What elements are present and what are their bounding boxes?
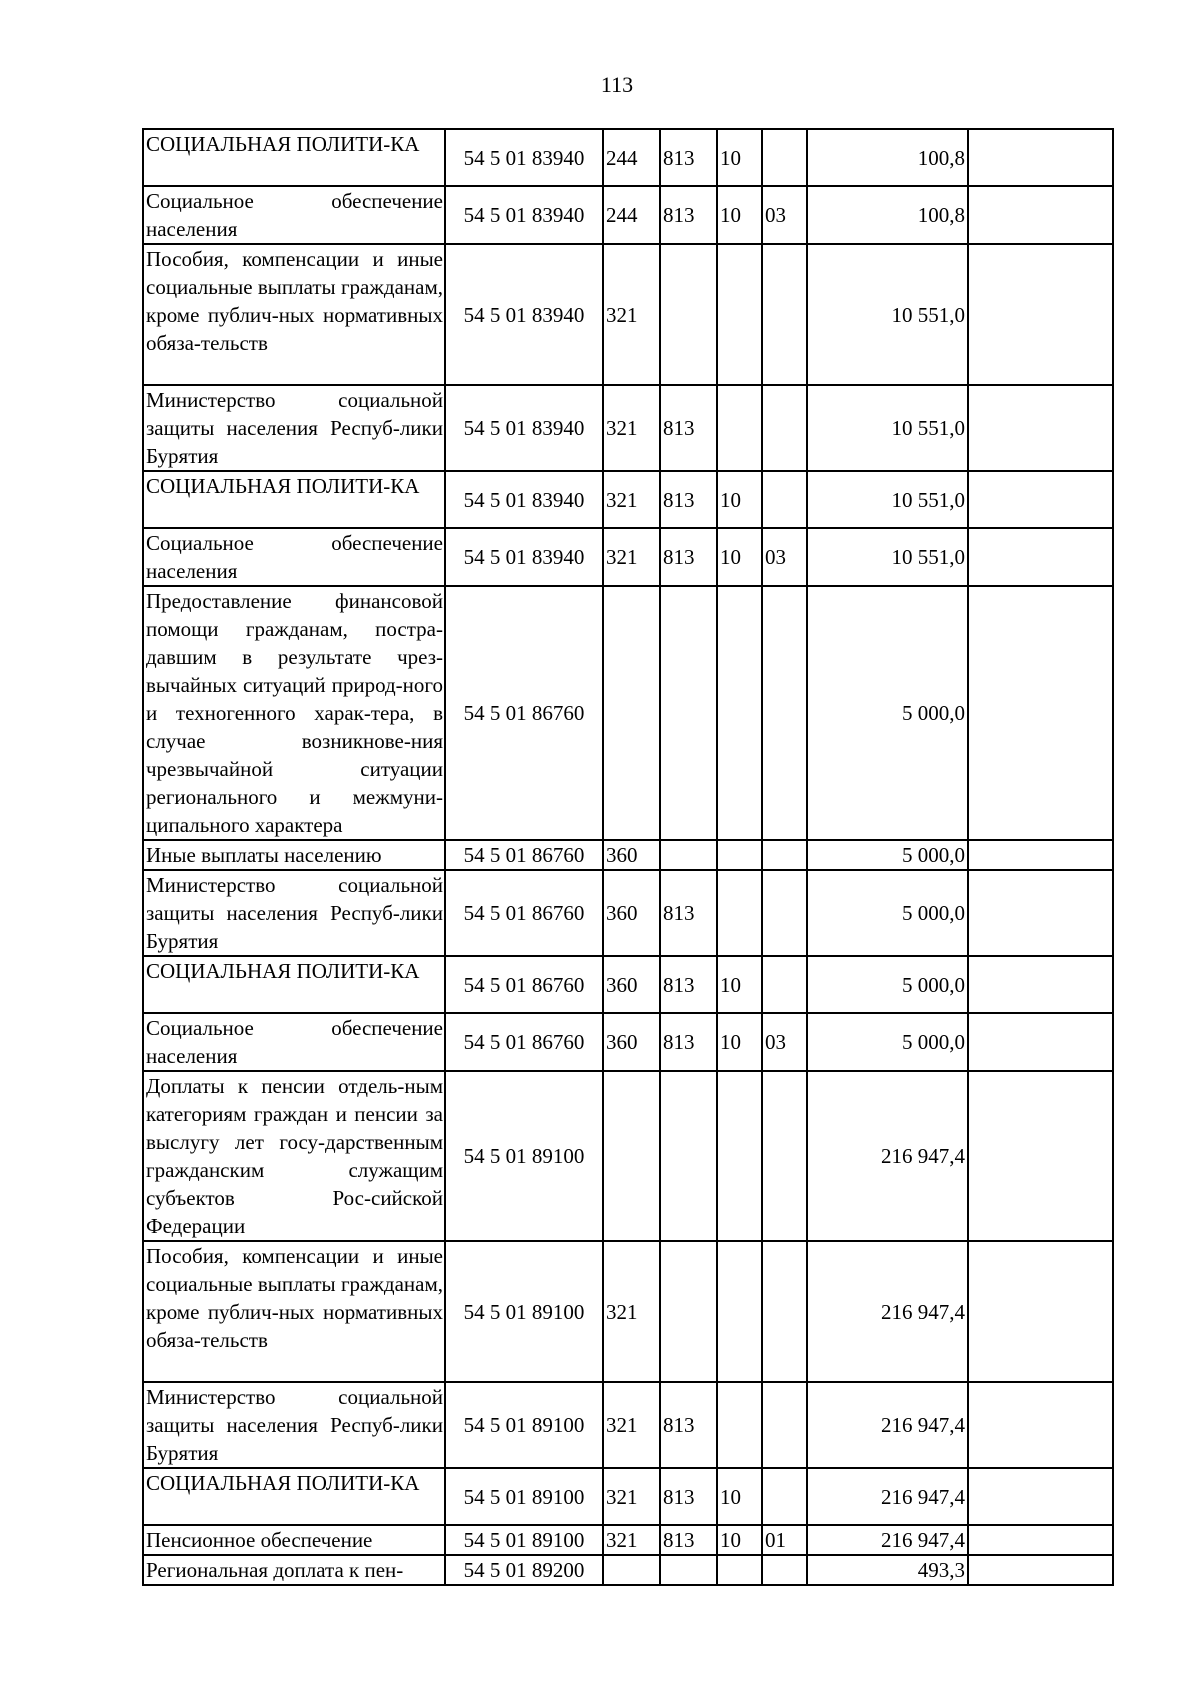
amount-cell: 10 551,0 — [807, 244, 968, 385]
target-article-cell: 54 5 01 89100 — [445, 1241, 603, 1382]
ministry-code-cell: 813 — [660, 1468, 717, 1525]
expense-type-cell: 321 — [603, 471, 660, 528]
expense-type-cell: 360 — [603, 1013, 660, 1071]
subsection-cell: 03 — [762, 528, 807, 586]
row-name-cell: СОЦИАЛЬНАЯ ПОЛИТИ-КА — [143, 129, 445, 186]
page-number: 113 — [600, 72, 634, 97]
expense-type-cell: 321 — [603, 244, 660, 385]
table-row — [143, 385, 1113, 471]
subsection-cell: 03 — [762, 186, 807, 244]
section-cell: 10 — [717, 129, 762, 186]
expense-type-cell — [603, 1555, 660, 1585]
extra-cell — [968, 1525, 1113, 1555]
amount-cell: 216 947,4 — [807, 1071, 968, 1241]
section-cell — [717, 385, 762, 471]
expense-type-cell: 321 — [603, 1241, 660, 1382]
row-name-cell: Пособия, компенсации и иные социальные выплаты гражданам, кроме публич-ных нормативных обяза-тельств — [143, 244, 445, 385]
section-cell — [717, 870, 762, 956]
expense-type-cell: 321 — [603, 1468, 660, 1525]
extra-cell — [968, 870, 1113, 956]
ministry-code-cell: 813 — [660, 1382, 717, 1468]
target-article-cell: 54 5 01 89100 — [445, 1382, 603, 1468]
row-name-cell: Социальное обеспечение населения — [143, 528, 445, 586]
ministry-code-cell — [660, 1071, 717, 1241]
target-article-cell: 54 5 01 89100 — [445, 1071, 603, 1241]
target-article-cell: 54 5 01 86760 — [445, 586, 603, 840]
expense-type-cell — [603, 1071, 660, 1241]
ministry-code-cell — [660, 1241, 717, 1382]
subsection-cell: 03 — [762, 1013, 807, 1071]
section-cell: 10 — [717, 471, 762, 528]
amount-cell: 10 551,0 — [807, 385, 968, 471]
amount-cell: 5 000,0 — [807, 870, 968, 956]
extra-cell — [968, 1071, 1113, 1241]
budget-table — [142, 128, 1114, 1586]
ministry-code-cell: 813 — [660, 1525, 717, 1555]
section-cell — [717, 1382, 762, 1468]
subsection-cell — [762, 956, 807, 1013]
section-cell: 10 — [717, 1013, 762, 1071]
target-article-cell: 54 5 01 89100 — [445, 1525, 603, 1555]
target-article-cell: 54 5 01 83940 — [445, 385, 603, 471]
ministry-code-cell: 813 — [660, 129, 717, 186]
section-cell: 10 — [717, 1468, 762, 1525]
subsection-cell — [762, 1555, 807, 1585]
ministry-code-cell: 813 — [660, 186, 717, 244]
extra-cell — [968, 1382, 1113, 1468]
subsection-cell — [762, 385, 807, 471]
subsection-cell — [762, 244, 807, 385]
ministry-code-cell: 813 — [660, 471, 717, 528]
subsection-cell — [762, 1241, 807, 1382]
table-row — [143, 1241, 1113, 1382]
extra-cell — [968, 186, 1113, 244]
expense-type-cell: 244 — [603, 129, 660, 186]
row-name-cell: Региональная доплата к пен- — [143, 1555, 445, 1585]
target-article-cell: 54 5 01 89100 — [445, 1468, 603, 1525]
subsection-cell: 01 — [762, 1525, 807, 1555]
target-article-cell: 54 5 01 86760 — [445, 840, 603, 870]
amount-cell: 5 000,0 — [807, 956, 968, 1013]
table-row — [143, 471, 1113, 528]
target-article-cell: 54 5 01 83940 — [445, 244, 603, 385]
row-name-cell: Пособия, компенсации и иные социальные выплаты гражданам, кроме публич-ных нормативных обяза-тельств — [143, 1241, 445, 1382]
target-article-cell: 54 5 01 86760 — [445, 870, 603, 956]
table-row — [143, 1071, 1113, 1241]
section-cell — [717, 586, 762, 840]
section-cell: 10 — [717, 186, 762, 244]
extra-cell — [968, 471, 1113, 528]
row-name-cell: Пенсионное обеспечение — [143, 1525, 445, 1555]
target-article-cell: 54 5 01 83940 — [445, 129, 603, 186]
row-name-cell: Доплаты к пенсии отдель-ным категориям граждан и пенсии за выслугу лет госу-дарственным гражданским служащим субъектов Рос-сийской Федерации — [143, 1071, 445, 1241]
amount-cell: 493,3 — [807, 1555, 968, 1585]
table-row — [143, 1525, 1113, 1555]
amount-cell: 216 947,4 — [807, 1382, 968, 1468]
ministry-code-cell: 813 — [660, 528, 717, 586]
table-row — [143, 586, 1113, 840]
extra-cell — [968, 840, 1113, 870]
amount-cell: 10 551,0 — [807, 471, 968, 528]
expense-type-cell: 360 — [603, 870, 660, 956]
ministry-code-cell — [660, 244, 717, 385]
ministry-code-cell: 813 — [660, 1013, 717, 1071]
target-article-cell: 54 5 01 89200 — [445, 1555, 603, 1585]
extra-cell — [968, 1468, 1113, 1525]
table-row — [143, 1555, 1113, 1585]
ministry-code-cell: 813 — [660, 385, 717, 471]
section-cell — [717, 1555, 762, 1585]
extra-cell — [968, 244, 1113, 385]
extra-cell — [968, 956, 1113, 1013]
table-body — [143, 129, 1113, 1585]
amount-cell: 216 947,4 — [807, 1468, 968, 1525]
row-name-cell: Социальное обеспечение населения — [143, 1013, 445, 1071]
extra-cell — [968, 528, 1113, 586]
target-article-cell: 54 5 01 83940 — [445, 528, 603, 586]
expense-type-cell: 244 — [603, 186, 660, 244]
ministry-code-cell: 813 — [660, 956, 717, 1013]
expense-type-cell — [603, 586, 660, 840]
subsection-cell — [762, 1382, 807, 1468]
subsection-cell — [762, 870, 807, 956]
extra-cell — [968, 586, 1113, 840]
table-row — [143, 1382, 1113, 1468]
table-row — [143, 244, 1113, 385]
target-article-cell: 54 5 01 86760 — [445, 956, 603, 1013]
table-row — [143, 1468, 1113, 1525]
section-cell — [717, 1241, 762, 1382]
ministry-code-cell — [660, 1555, 717, 1585]
row-name-cell: Иные выплаты населению — [143, 840, 445, 870]
expense-type-cell: 321 — [603, 1382, 660, 1468]
subsection-cell — [762, 840, 807, 870]
ministry-code-cell — [660, 586, 717, 840]
subsection-cell — [762, 471, 807, 528]
target-article-cell: 54 5 01 83940 — [445, 471, 603, 528]
table-row — [143, 870, 1113, 956]
target-article-cell: 54 5 01 83940 — [445, 186, 603, 244]
table-row — [143, 956, 1113, 1013]
amount-cell: 5 000,0 — [807, 840, 968, 870]
extra-cell — [968, 1013, 1113, 1071]
expense-type-cell: 321 — [603, 1525, 660, 1555]
extra-cell — [968, 1241, 1113, 1382]
row-name-cell: СОЦИАЛЬНАЯ ПОЛИТИ-КА — [143, 956, 445, 1013]
subsection-cell — [762, 1468, 807, 1525]
subsection-cell — [762, 129, 807, 186]
amount-cell: 100,8 — [807, 186, 968, 244]
expense-type-cell: 360 — [603, 956, 660, 1013]
amount-cell: 216 947,4 — [807, 1525, 968, 1555]
expense-type-cell: 321 — [603, 385, 660, 471]
table-row — [143, 840, 1113, 870]
row-name-cell: Министерство социальной защиты населения Респуб-лики Бурятия — [143, 385, 445, 471]
expense-type-cell: 321 — [603, 528, 660, 586]
row-name-cell: СОЦИАЛЬНАЯ ПОЛИТИ-КА — [143, 471, 445, 528]
ministry-code-cell — [660, 840, 717, 870]
section-cell — [717, 244, 762, 385]
amount-cell: 216 947,4 — [807, 1241, 968, 1382]
amount-cell: 10 551,0 — [807, 528, 968, 586]
table-row — [143, 528, 1113, 586]
extra-cell — [968, 129, 1113, 186]
row-name-cell: Министерство социальной защиты населения Респуб-лики Бурятия — [143, 1382, 445, 1468]
expense-type-cell: 360 — [603, 840, 660, 870]
table-row — [143, 186, 1113, 244]
subsection-cell — [762, 586, 807, 840]
row-name-cell: Предоставление финансовой помощи гражданам, постра-давшим в результате чрез-вычайных ситуаций природ-ного и техногенного харак-тера, в случае возникнове-ния чрезвычайной ситуации регионального и межмуни-ципального характера — [143, 586, 445, 840]
section-cell: 10 — [717, 1525, 762, 1555]
target-article-cell: 54 5 01 86760 — [445, 1013, 603, 1071]
ministry-code-cell: 813 — [660, 870, 717, 956]
row-name-cell: Социальное обеспечение населения — [143, 186, 445, 244]
section-cell — [717, 840, 762, 870]
subsection-cell — [762, 1071, 807, 1241]
section-cell: 10 — [717, 956, 762, 1013]
row-name-cell: Министерство социальной защиты населения Респуб-лики Бурятия — [143, 870, 445, 956]
amount-cell: 5 000,0 — [807, 1013, 968, 1071]
amount-cell: 100,8 — [807, 129, 968, 186]
extra-cell — [968, 385, 1113, 471]
table-row — [143, 1013, 1113, 1071]
row-name-cell: СОЦИАЛЬНАЯ ПОЛИТИ-КА — [143, 1468, 445, 1525]
section-cell — [717, 1071, 762, 1241]
amount-cell: 5 000,0 — [807, 586, 968, 840]
extra-cell — [968, 1555, 1113, 1585]
table-row — [143, 129, 1113, 186]
section-cell: 10 — [717, 528, 762, 586]
